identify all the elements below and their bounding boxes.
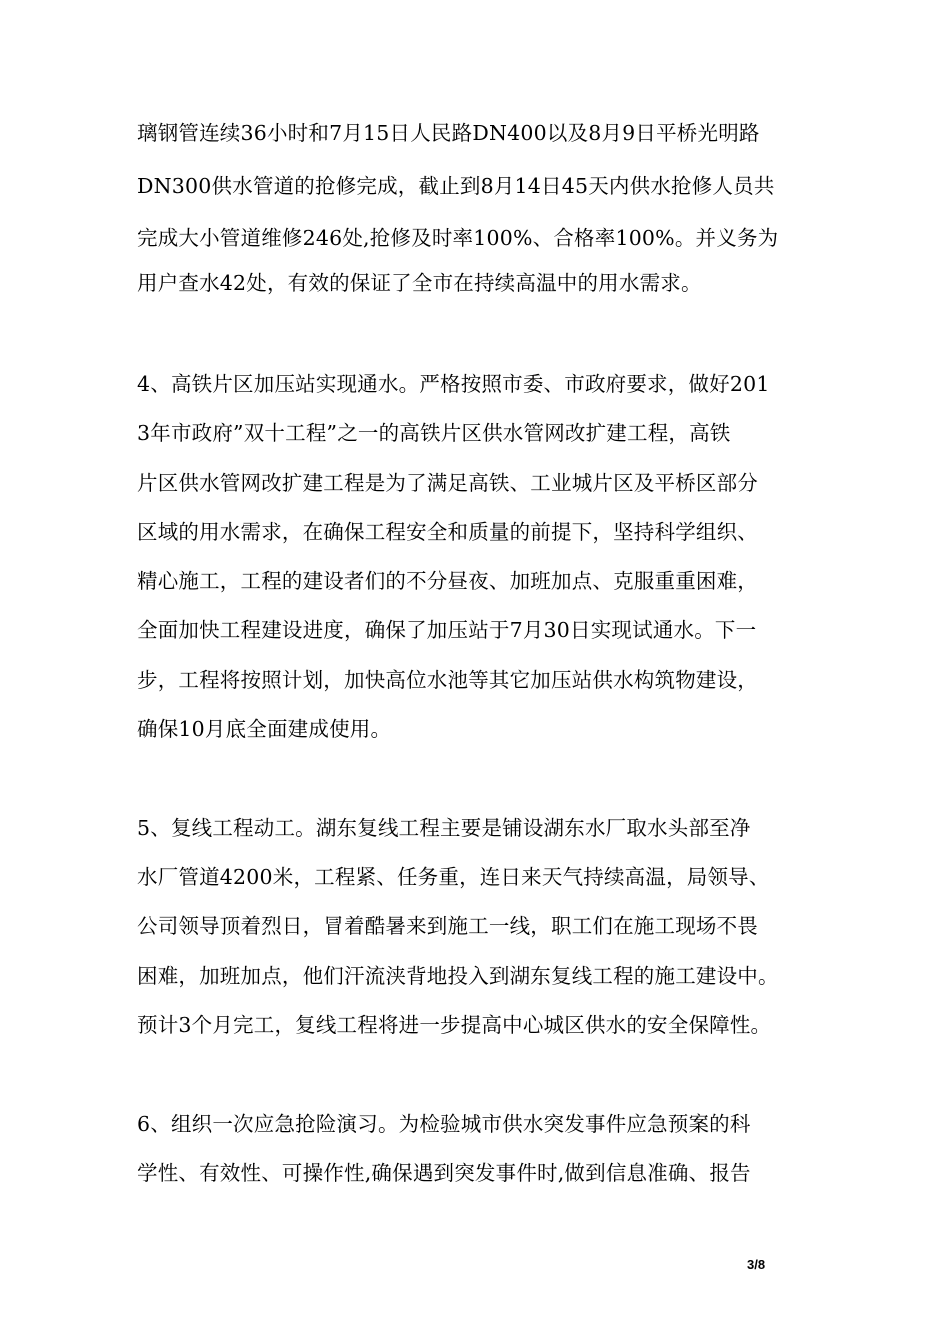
text-line: 水厂管道4200米，工程紧、任务重，连日来天气持续高温，局领导、 <box>137 865 770 889</box>
text-line: 精心施工，工程的建设者们的不分昼夜、加班加点、克服重重困难， <box>137 569 758 593</box>
page-number: 3/8 <box>747 1257 766 1272</box>
text-line: 学性、有效性、可操作性,确保遇到突发事件时,做到信息准确、报告 <box>137 1161 751 1185</box>
text-line: DN300供水管道的抢修完成，截止到8月14日45天内供水抢修人员共 <box>137 174 775 198</box>
text-line: 5、复线工程动工。湖东复线工程主要是铺设湖东水厂取水头部至净 <box>137 816 751 840</box>
text-line: 预计3个月完工，复线工程将进一步提高中心城区供水的安全保障性。 <box>137 1013 772 1037</box>
text-line: 3年市政府”双十工程”之一的高铁片区供水管网改扩建工程，高铁 <box>137 421 731 445</box>
text-line: 公司领导顶着烈日，冒着酷暑来到施工一线，职工们在施工现场不畏 <box>137 914 758 938</box>
text-line: 4、高铁片区加压站实现通水。严格按照市委、市政府要求，做好201 <box>137 372 770 396</box>
text-line: 璃钢管连续36小时和7月15日人民路DN400以及8月9日平桥光明路 <box>137 121 760 145</box>
text-line: 片区供水管网改扩建工程是为了满足高铁、工业城片区及平桥区部分 <box>137 471 758 495</box>
text-line: 6、组织一次应急抢险演习。为检验城市供水突发事件应急预案的科 <box>137 1112 751 1136</box>
text-line: 确保10月底全面建成使用。 <box>137 717 392 741</box>
text-line: 区域的用水需求，在确保工程安全和质量的前提下，坚持科学组织、 <box>137 520 758 544</box>
text-line: 困难，加班加点，他们汗流浃背地投入到湖东复线工程的施工建设中。 <box>137 964 779 988</box>
text-line: 全面加快工程建设进度，确保了加压站于7月30日实现试通水。下一 <box>137 618 757 642</box>
text-line: 用户查水42处，有效的保证了全市在持续高温中的用水需求。 <box>137 271 702 295</box>
text-line: 完成大小管道维修246处,抢修及时率100%、合格率100%。并义务为 <box>137 226 779 250</box>
text-line: 步，工程将按照计划，加快高位水池等其它加压站供水构筑物建设， <box>137 668 758 692</box>
